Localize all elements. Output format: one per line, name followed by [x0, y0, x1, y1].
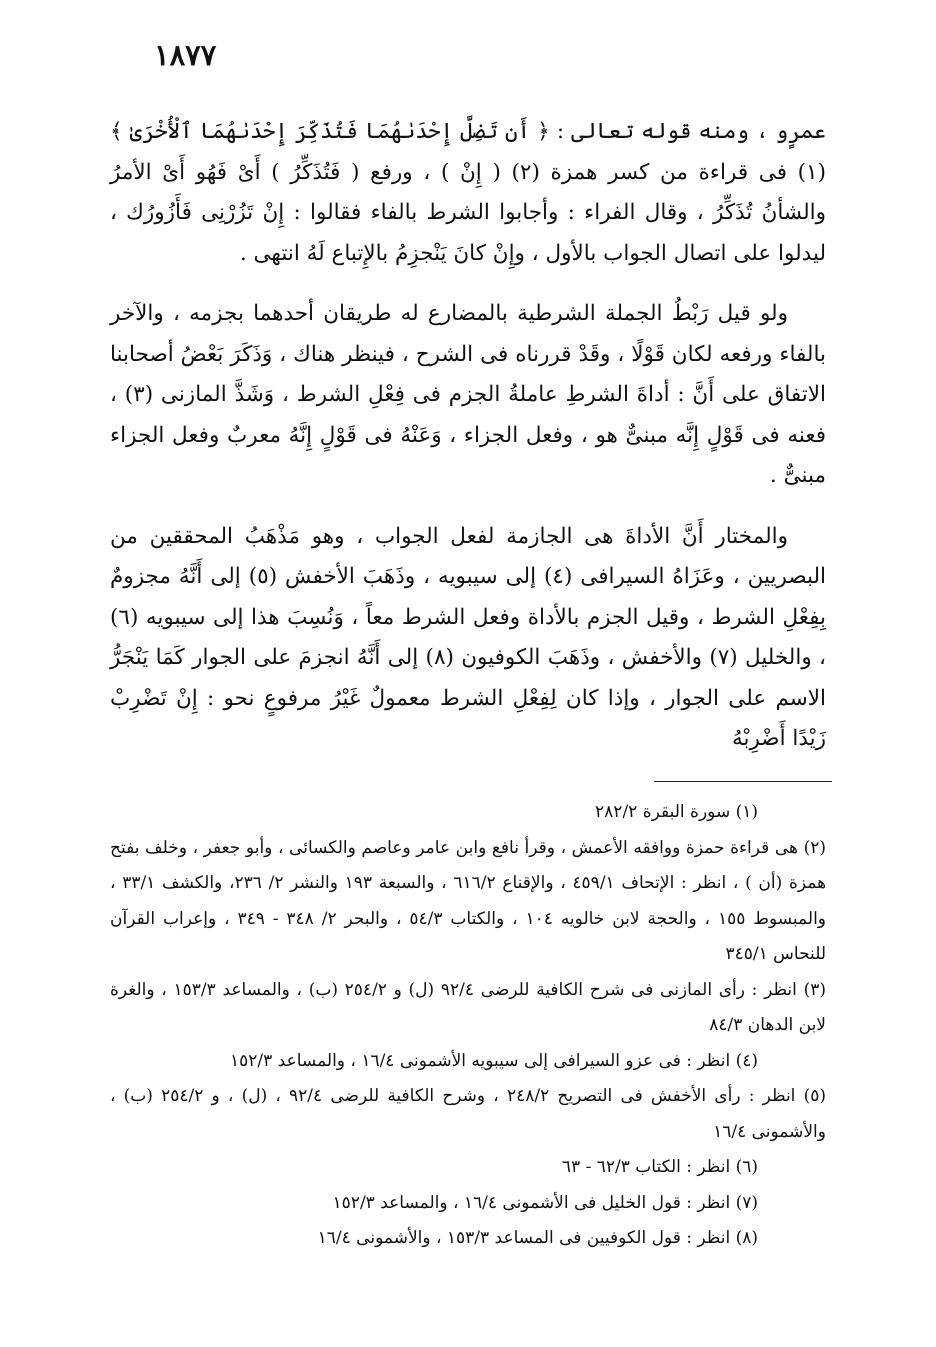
- footnote: (٨) انظر : قول الكوفيين فى المساعد ١٥٣/٣ ، والأشمونى ١٦/٤: [317, 1228, 758, 1248]
- paragraph: ولو قيل رَبْطُ الجملة الشرطية بالمضارع له طريقان أحدهما بجزمه ، والآخر بالفاء ورفعه لكان قَوْلًا ، وقَدْ قررناه فى الشرح ، فينظر هناك ، وَذَكَرَ بَعْضُ أصحابنا الاتفاق على أَنَّ : أداةَ الشرطِ عاملةُ الجزم فى فِعْلِ الشرط ، وَشَذَّ المازنى (٣) ، فعنه فى قَوْلٍ إِنَّه مبنىٌّ هو ، وفعل الجزاء ، وَعَنْهُ فى قَوْلٍ إِنَّهُ معربٌ وفعل الجزاء مبنىٌّ .: [110, 301, 826, 488]
- footnote: (١) سورة البقرة ٢٨٢/٢: [595, 802, 758, 822]
- footnote: (٧) انظر : قول الخليل فى الأشمونى ١٦/٤ ، والمساعد ١٥٢/٣: [332, 1192, 758, 1213]
- footnote: (٦) انظر : الكتاب ٦٢/٣ - ٦٣: [561, 1157, 758, 1177]
- footnote: (٥) انظر : رأى الأخفش فى التصريح ٢٤٨/٢ ، وشرح الكافية للرضى ٩٢/٤ ، (ل) ، و ٢٥٤/٢ (ب) ، والأشمونى ١٦/٤: [110, 1086, 826, 1142]
- main-text: [110, 112, 826, 780]
- paragraph: والمختار أَنَّ الأداةَ هى الجازمة لفعل الجواب ، وهو مَذْهَبُ المحققين من البصريين ، وعَزَاهُ السيرافى (٤) إلى سيبويه ، وذَهَبَ الأخفش (٥) إلى أَنَّهُ مجزومٌ بِفِعْلِ الشرط ، وقيل الجزم بالأداة وفعل الشرط معاً ، وَنُسِبَ هذا إلى سيبويه (٦) ، والخليل (٧) والأخفش ، وذَهَبَ الكوفيون (٨) إلى أَنَّهُ انجزمَ على الجوار كَمَا يَنْجَرُّ الاسم على الجوار ، وإذا كان لِفِعْلِ الشرط معمولٌ غَيْرُ مرفوعٍ نحو : إِنْ تَضْرِبْ زَيْدًا أَضْرِبْهُ: [110, 523, 826, 751]
- footnote: (٣) انظر : رأى المازنى فى شرح الكافية للرضى ٩٢/٤ (ل) و ٢٥٤/٢ (ب) ، والمساعد ١٥٣/٣ ، والغرة لابن الدهان ٨٤/٣: [110, 979, 826, 1035]
- footnotes: [110, 795, 826, 1257]
- footnote: (٢) هى قراءة حمزة ووافقه الأعمش ، وقرأ نافع وابن عامر وعاصم والكسائى ، وأبو جعفر ، وخلف بفتح همزة (أن ) ، انظر : الإتحاف ٤٥٩/١ ، والإقناع ٦١٦/٢ ، والسبعة ١٩٣ والنشر ٢/ ٢٣٦، والكشف ٣٣/١ ، والمبسوط ١٥٥ ، والحجة لابن خالويه ١٠٤ ، والكتاب ٥٤/٣ ، والبحر ٢/ ٣٤٨ - ٣٤٩ ، وإعراب القرآن للنحاس ٣٤٥/١: [110, 837, 827, 964]
- paragraph: عمرٍو ، ومنه قوله تعالى : ﴿ أَن تَضِلَّ إِحْدَىٰهُمَا فَتُذَكِّرَ إِحْدَىٰهُمَا ٱلْأُخْرَىٰ ﴾ (١) فى قراءة من كسر همزة (٢) ( إِنْ ) ، ورفع ( فَتُذَكِّرُ ) أَىْ فَهُو أَىْ الأمرُ والشأنُ تُذَكِّرُ ، وقال الفراء : وأجابوا الشرط بالفاء فقالوا : إِنْ تَزُرْنِى فَأَزُورُك ، ليدلوا على اتصال الجواب بالأول ، وإِنْ كانَ يَنْجزِمُ بالإِتباع لَهُ انتهى .: [110, 119, 826, 266]
- footnote-divider: [654, 781, 832, 782]
- page-number: ١٨٧٧: [154, 38, 217, 72]
- footnote: (٤) انظر : فى عزو السيرافى إلى سيبويه الأشمونى ١٦/٤ ، والمساعد ١٥٢/٣: [229, 1050, 758, 1071]
